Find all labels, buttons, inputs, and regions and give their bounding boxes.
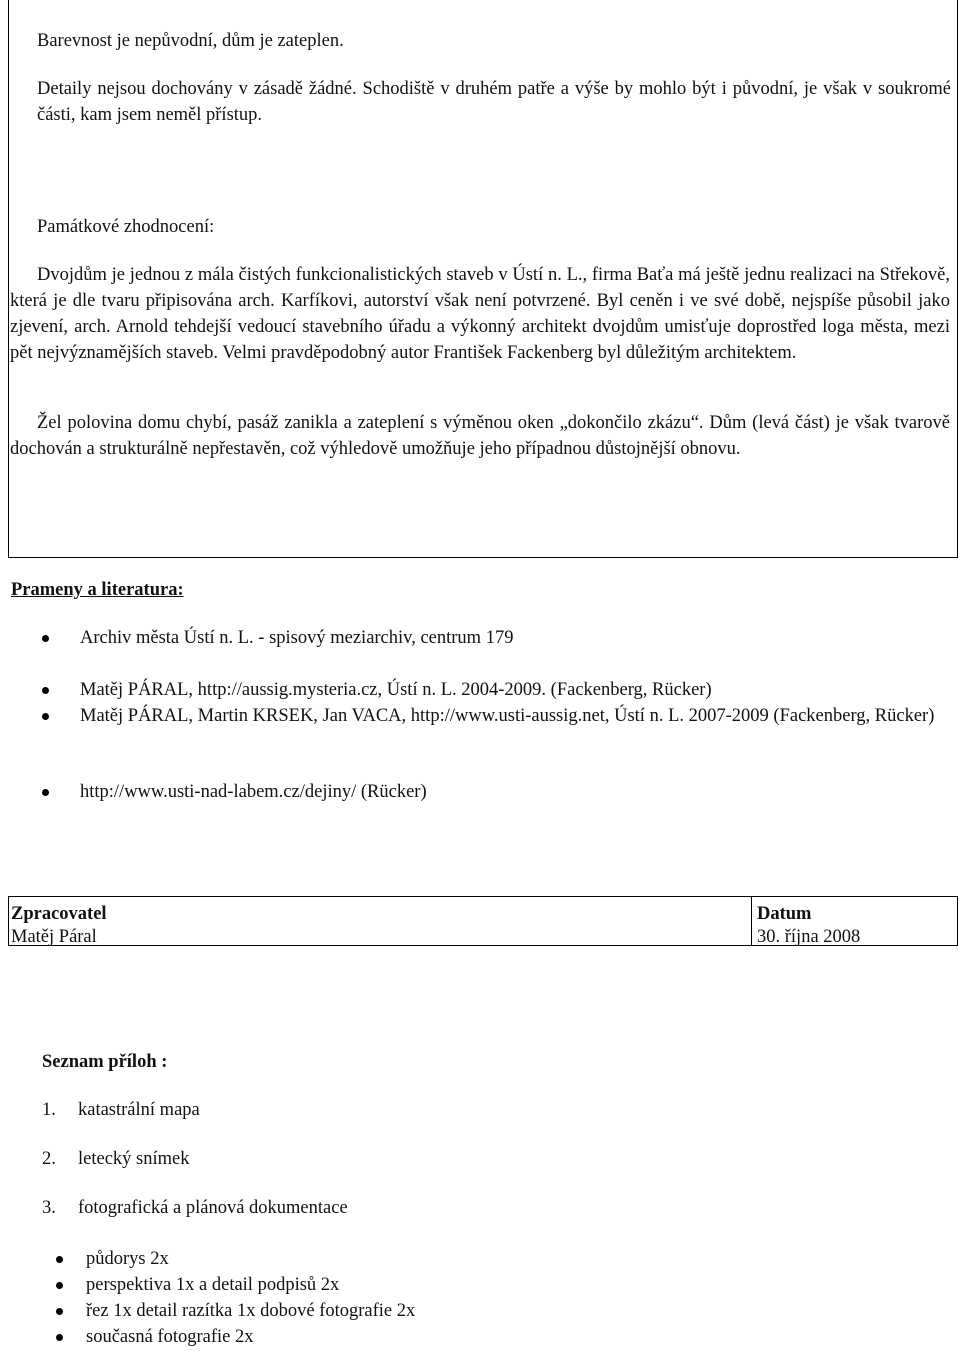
paragraph-details [37, 76, 951, 128]
sub-attachment-item: současná fotografie 2x [56, 1324, 415, 1350]
attachments-numbered-list-2 [42, 1146, 189, 1172]
sources-list [40, 625, 940, 651]
attachment-item [42, 1097, 200, 1123]
paragraph-condition-content: Žel polovina domu chybí, pasáž zanikla a zateplení s výměnou oken „dokončilo zkázu“. Dům (levá část) je však tvarově dochován a strukturálně nepřestavěn, což výhledově umožňuje jeho případnou důstojnější obnovu. [10, 413, 950, 459]
source-item: Matěj PÁRAL, http://aussig.mysteria.cz, Ústí n. L. 2004-2009. (Fackenberg, Rücker) [40, 677, 940, 703]
attachments-sub-list [56, 1246, 415, 1350]
attachment-number: 3. [42, 1198, 56, 1218]
author-label: Zpracovatel [11, 904, 107, 924]
paragraph-heritage-content: Dvojdům je jednou z mála čistých funkcionalistických staveb v Ústí n. L., firma Baťa má ještě jednu realizaci na Střekově, která je dle tvaru připisována arch. Karfíkovi, autorství však není potvrzené. Byl ceněn i ve své době, nejspíše působil jako zjevení, arch. Arnold tehdejší vedoucí stavebního úřadu a výkonný architekt dvojdům umisťuje doprostřed loga města, mezi pět nejvýznamějších staveb. Velmi pravděpodobný autor František Fackenberg byl důležitým architektem. [10, 265, 950, 363]
heading-heritage-assessment: Památkové zhodnocení: [37, 217, 215, 237]
attachment-number: 2. [42, 1149, 56, 1169]
attachment-number: 1. [42, 1100, 56, 1120]
attachment-text: fotografická a plánová dokumentace [78, 1198, 348, 1218]
sources-list-2 [40, 677, 940, 729]
sub-attachment-item: půdorys 2x [56, 1246, 415, 1272]
date-value: 30. října 2008 [757, 927, 861, 947]
author-date-table [8, 896, 958, 946]
paragraph-condition [10, 410, 950, 462]
date-label: Datum [757, 904, 812, 924]
paragraph-heritage-text [10, 262, 950, 366]
attachments-heading: Seznam příloh : [42, 1052, 168, 1072]
attachment-text: letecký snímek [78, 1149, 190, 1169]
source-item: Archiv města Ústí n. L. - spisový meziarchiv, centrum 179 [40, 625, 940, 651]
table-divider [751, 897, 752, 945]
author-value: Matěj Páral [11, 927, 97, 947]
sub-attachment-item: řez 1x detail razítka 1x dobové fotografie 2x [56, 1298, 415, 1324]
source-item: Matěj PÁRAL, Martin KRSEK, Jan VACA, http://www.usti-aussig.net, Ústí n. L. 2007-2009 (Fackenberg, Rücker) [40, 703, 940, 729]
sub-attachment-item: perspektiva 1x a detail podpisů 2x [56, 1272, 415, 1298]
attachments-numbered-list-3 [42, 1195, 348, 1221]
paragraph-details-text: Detaily nejsou dochovány v zásadě žádné. Schodiště v druhém patře a výše by mohlo být i původní, je však v soukromé části, kam jsem neměl přístup. [37, 79, 951, 125]
attachment-item [42, 1195, 348, 1221]
source-item: http://www.usti-nad-labem.cz/dejiny/ (Rücker) [40, 779, 940, 805]
sources-list-3 [40, 779, 940, 805]
paragraph-color: Barevnost je nepůvodní, dům je zateplen. [37, 31, 344, 51]
attachments-numbered-list [42, 1097, 200, 1123]
sources-heading: Prameny a literatura: [11, 580, 184, 600]
attachment-item [42, 1146, 189, 1172]
attachment-text: katastrální mapa [78, 1100, 200, 1120]
